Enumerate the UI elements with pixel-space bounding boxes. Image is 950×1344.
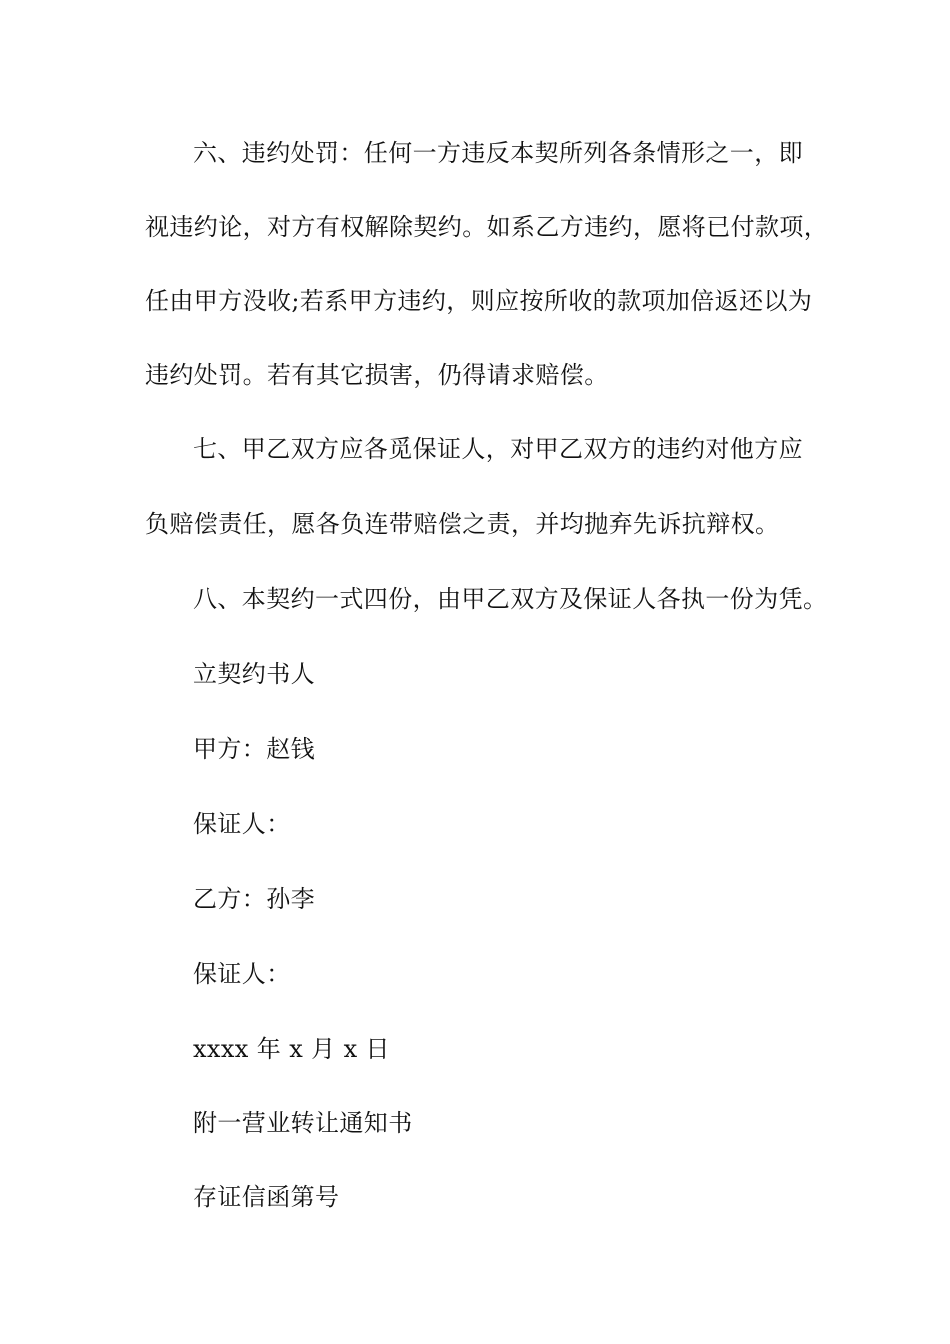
guarantor-b: 保证人： [193, 960, 291, 988]
signers-heading: 立契约书人 [193, 660, 315, 688]
clause-six-line-3: 任由甲方没收;若系甲方违约，则应按所收的款项加倍返还以为 [145, 287, 813, 315]
attachment-title: 附一营业转让通知书 [193, 1109, 413, 1137]
clause-six-line-2: 视违约论，对方有权解除契约。如系乙方违约，愿将已付款项， [145, 213, 829, 241]
clause-six-line-4: 违约处罚。若有其它损害，仍得请求赔偿。 [145, 361, 609, 389]
contract-date: xxxx 年 x 月 x 日 [193, 1035, 390, 1063]
clause-seven-line-1: 七、甲乙双方应各觅保证人，对甲乙双方的违约对他方应 [193, 435, 803, 463]
party-a: 甲方：赵钱 [193, 735, 315, 763]
certified-letter-number: 存证信函第号 [193, 1183, 340, 1211]
guarantor-a: 保证人： [193, 810, 291, 838]
party-b: 乙方：孙李 [193, 885, 315, 913]
clause-seven-line-2: 负赔偿责任，愿各负连带赔偿之责，并均抛弃先诉抗辩权。 [145, 510, 780, 538]
clause-eight: 八、本契约一式四份，由甲乙双方及保证人各执一份为凭。 [193, 585, 828, 613]
clause-six-line-1: 六、违约处罚：任何一方违反本契所列各条情形之一，即 [193, 139, 803, 167]
